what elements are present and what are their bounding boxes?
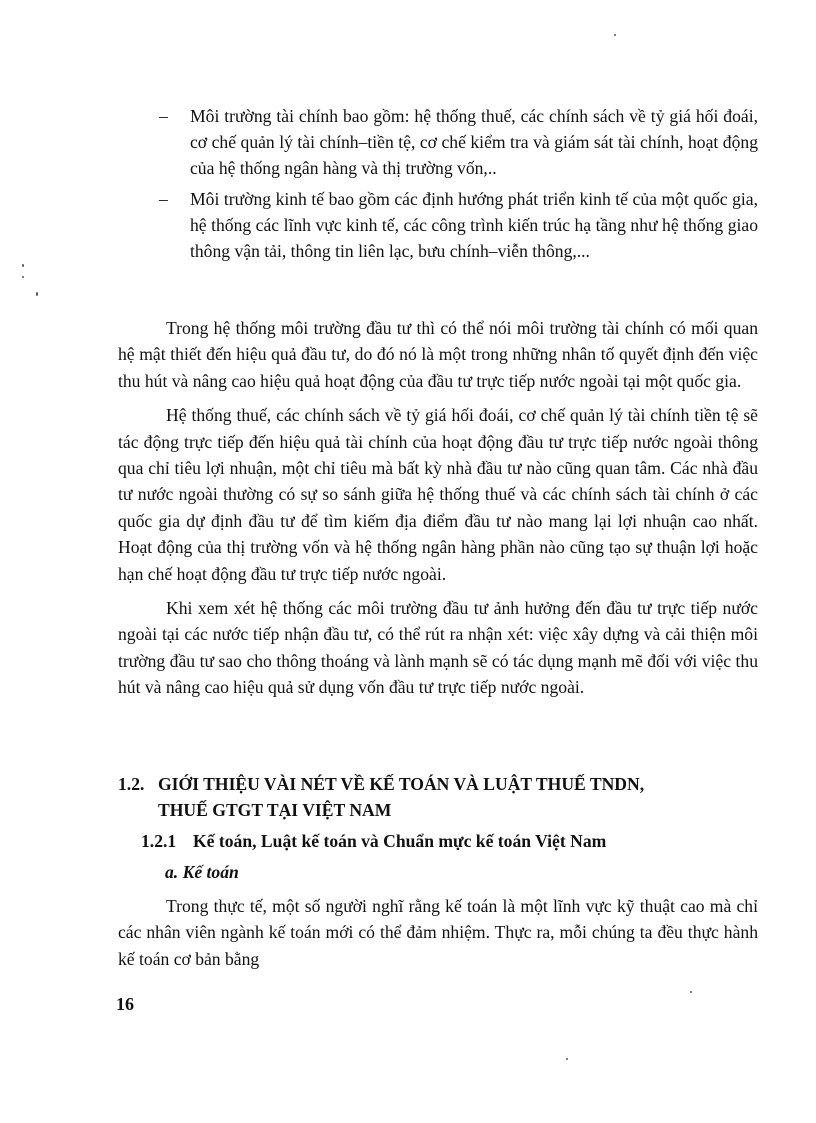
- scan-speck: [22, 276, 24, 278]
- paragraph-financial-importance: Trong hệ thống môi trường đầu tư thì có thể nói môi trường tài chính có mối quan hệ mật thiết đến hiệu quả đầu tư, do đó nó là một trong những nhân tố quyết định đến việc thu hút và nâng cao hiệu quả hoạt động của đầu tư trực tiếp nước ngoài tại một quốc gia.: [118, 318, 758, 391]
- bullet-marker: –: [159, 189, 168, 209]
- bullet-text: Môi trường tài chính bao gồm: hệ thống thuế, các chính sách về tỷ giá hối đoái, cơ chế quản lý tài chính–tiền tệ, cơ chế kiểm tra và giám sát tài chính, hoạt động của hệ thống ngân hàng và thị trường vốn,..: [190, 106, 758, 178]
- paragraph-conclusion: Khi xem xét hệ thống các môi trường đầu tư ảnh hưởng đến đầu tư trực tiếp nước ngoài tại các nước tiếp nhận đầu tư, có thể rút ra nhận xét: việc xây dựng và cải thiện môi trường đầu tư sao cho thông thoáng và lành mạnh sẽ có tác dụng mạnh mẽ đối với việc thu hút và nâng cao hiệu quả sử dụng vốn đầu tư trực tiếp nước ngoài.: [118, 598, 758, 698]
- scan-speck: [22, 264, 24, 267]
- section-number: 1.2.: [118, 774, 145, 794]
- section-title-line2: THUẾ GTGT TẠI VIỆT NAM: [158, 800, 392, 820]
- scan-speck: [566, 1058, 568, 1060]
- subheading-accounting: a. Kế toán: [165, 862, 239, 882]
- bullet-text: Môi trường kinh tế bao gồm các định hướng phát triển kinh tế của một quốc gia, hệ thống các lĩnh vực kinh tế, các công trình kiến trúc hạ tầng như hệ thống giao thông vận tải, thông tin liên lạc, bưu chính–viễn thông,...: [190, 189, 758, 261]
- body-paragraphs: [118, 315, 758, 709]
- subsection-title: Kế toán, Luật kế toán và Chuẩn mực kế toán Việt Nam: [193, 831, 607, 851]
- section-heading: [118, 771, 758, 823]
- subsection-number: 1.2.1: [141, 831, 177, 851]
- subsection-heading: [141, 828, 761, 854]
- section-title-line1: GIỚI THIỆU VÀI NÉT VỀ KẾ TOÁN VÀ LUẬT THUẾ TNDN,: [158, 774, 645, 794]
- bullet-marker: –: [159, 106, 168, 126]
- final-paragraph-block: [118, 893, 758, 980]
- scan-speck: [36, 292, 38, 296]
- bullet-item-financial-environment: [150, 103, 758, 181]
- paragraph-accounting-intro: Trong thực tế, một số người nghĩ rằng kế toán là một lĩnh vực kỹ thuật cao mà chỉ các nhân viên ngành kế toán mới có thể đảm nhiệm. Thực ra, mỗi chúng ta đều thực hành kế toán cơ bản bằng: [118, 896, 758, 969]
- scan-speck: [690, 991, 692, 993]
- paragraph-tax-policy: Hệ thống thuế, các chính sách về tỷ giá hối đoái, cơ chế quản lý tài chính tiền tệ sẽ tác động trực tiếp đến hiệu quả tài chính của hoạt động đầu tư trực tiếp nước ngoài thông qua chỉ tiêu lợi nhuận, một chỉ tiêu mà bất kỳ nhà đầu tư nào cũng quan tâm. Các nhà đầu tư nước ngoài thường có sự so sánh giữa hệ thống thuế và các chính sách tài chính ở các quốc gia dự định đầu tư để tìm kiếm địa điểm đầu tư nào mang lại lợi nhuận cao nhất. Hoạt động của thị trường vốn và hệ thống ngân hàng phần nào cũng tạo sự thuận lợi hoặc hạn chế hoạt động đầu tư trực tiếp nước ngoài.: [118, 405, 758, 584]
- bullet-list: [150, 103, 758, 269]
- bullet-item-economic-environment: [150, 186, 758, 264]
- scan-speck: [614, 34, 616, 36]
- page-number: 16: [116, 994, 134, 1014]
